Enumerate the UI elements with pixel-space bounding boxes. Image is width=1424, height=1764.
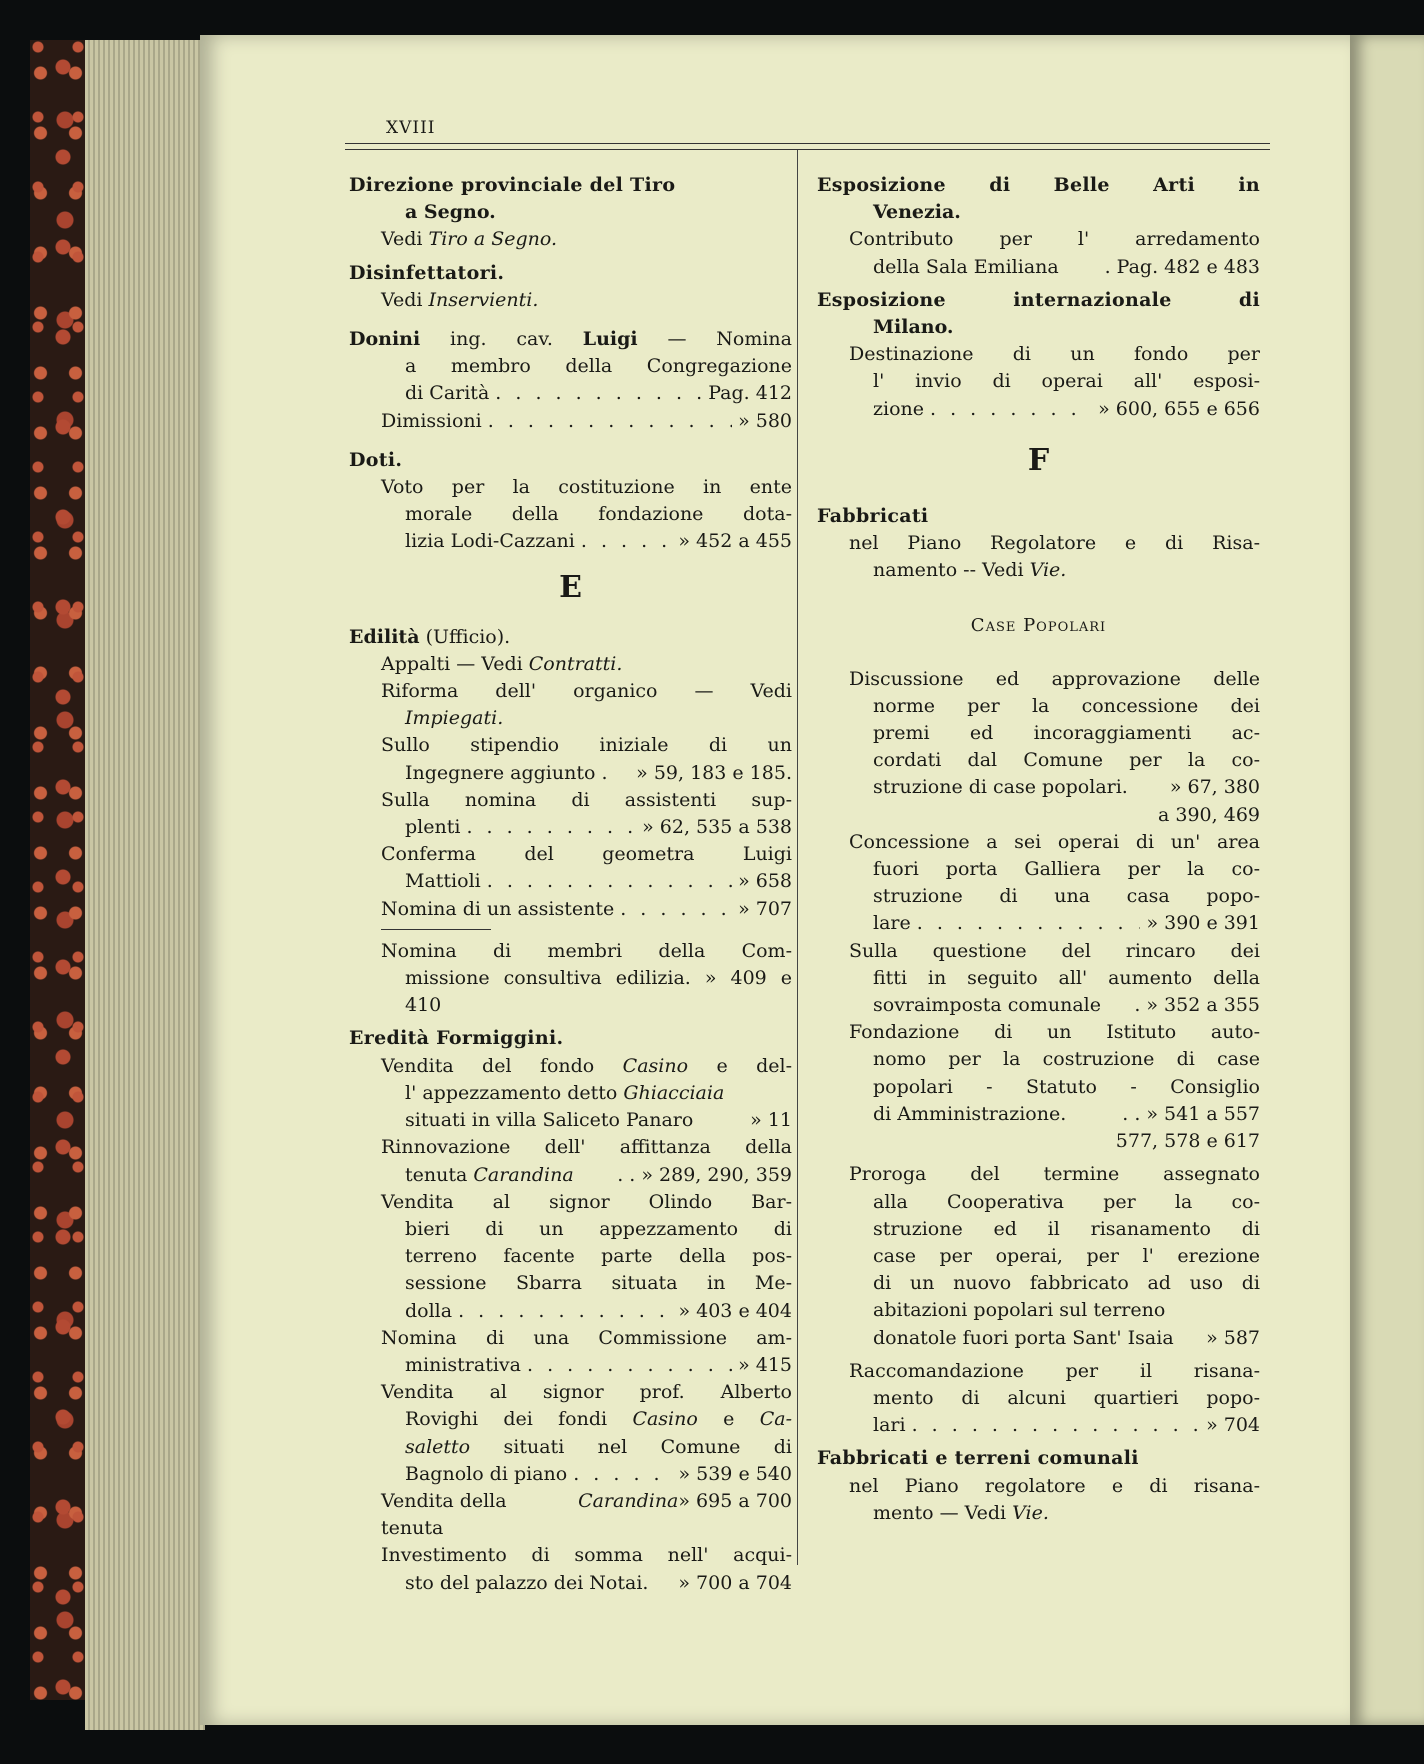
entry-line: di un nuovo fabbricato ad uso di xyxy=(873,1272,1260,1295)
entry-donini xyxy=(349,326,792,435)
entry-line: sovraimposta comunale . » 352 a 355 xyxy=(873,994,1260,1017)
entry-line: struzione di una casa popo- xyxy=(873,885,1260,908)
entry-edilita xyxy=(349,624,792,1020)
entry-line: di Carità . . . Pag. 412 xyxy=(349,380,792,407)
see-reference: Vedi Inservienti. xyxy=(381,288,539,311)
entry-disinfettatori xyxy=(349,260,792,314)
entry-line: Destinazione di un fondo per xyxy=(849,343,1260,366)
facing-page xyxy=(1350,35,1424,1725)
entry-eredita xyxy=(349,1025,792,1596)
column-divider xyxy=(797,150,798,1565)
entry-line: lizia Lodi-Cazzani . . . » 452 a 455 xyxy=(349,528,792,555)
page-number: XVIII xyxy=(386,118,436,138)
see-reference: Vedi Tiro a Segno. xyxy=(381,228,557,251)
entry-line: 577, 578 e 617 xyxy=(1115,1130,1260,1153)
entry-line: Proroga del termine assegnato xyxy=(849,1163,1260,1186)
entry-heading: Esposizione internazionale di xyxy=(817,288,1260,311)
entry-line: Sulla questione del rincaro dei xyxy=(849,939,1260,962)
entry-line: nomo per la costruzione di case xyxy=(873,1048,1260,1071)
entry-heading: Esposizione di Belle Arti in xyxy=(817,174,1260,196)
entry-line: sessione Sbarra situata in Me- xyxy=(405,1272,792,1295)
entry-line: Voto per la costituzione in ente xyxy=(381,476,792,499)
entry-line: lari . . . » 704 xyxy=(817,1412,1260,1439)
entry-line: premi ed incoraggiamenti ac- xyxy=(873,722,1260,745)
entry-heading: Doti. xyxy=(349,448,403,471)
entry-line: Rinnovazione dell' affittanza della xyxy=(381,1136,792,1159)
entry-line: terreno facente parte della pos- xyxy=(405,1245,792,1268)
entry-line: struzione ed il risanamento di xyxy=(873,1217,1260,1240)
entry-line: Investimento di somma nell' acqui- xyxy=(381,1544,792,1567)
entry-line: abitazioni popolari sul terreno xyxy=(873,1299,1166,1322)
entry-line: Discussione ed approvazione delle xyxy=(849,667,1260,690)
entry-direzione xyxy=(349,172,792,254)
entry-line: saletto situati nel Comune di xyxy=(405,1435,792,1458)
section-letter-e: E xyxy=(559,569,582,605)
entry-heading-cont: a Segno. xyxy=(405,201,496,224)
entry-line: mento di alcuni quartieri popo- xyxy=(873,1386,1260,1409)
entry-line: donatole fuori porta Sant' Isaia » 587 xyxy=(873,1326,1260,1349)
entry-doti xyxy=(349,447,792,556)
entry-esposizione-venezia xyxy=(817,172,1260,281)
entry-heading-cont: Venezia. xyxy=(873,201,961,224)
entry-heading-line: Donini ing. cav. Luigi — Nomina xyxy=(349,328,792,351)
entry-line: nel Piano Regolatore e di Risa- xyxy=(849,532,1260,555)
entry-line: l' appezzamento detto Ghiacciaia xyxy=(405,1081,725,1104)
entry-heading: Edilità (Ufficio). xyxy=(349,625,511,648)
entry-line: nel Piano regolatore e di risana- xyxy=(849,1474,1260,1497)
entry-line: l' invio di operai all' esposi- xyxy=(873,370,1260,393)
entry-esposizione-milano xyxy=(817,287,1260,423)
entry-line: plenti . . . » 62, 535 a 538 xyxy=(349,814,792,841)
entry-line: Rovighi dei fondi Casino e Ca- xyxy=(405,1408,793,1431)
entry-line: tenuta Carandina . . » 289, 290, 359 xyxy=(405,1163,792,1186)
entry-heading-cont: Milano. xyxy=(873,316,954,339)
book-spine xyxy=(30,40,90,1700)
entry-line: Ingegnere aggiunto . » 59, 183 e 185. xyxy=(405,761,792,784)
entry-line: bieri di un appezzamento di xyxy=(405,1217,792,1240)
entry-line: situati in villa Saliceto Panaro » 11 xyxy=(405,1109,792,1132)
left-column xyxy=(349,172,792,1597)
entry-line: sto del palazzo dei Notai. » 700 a 704 xyxy=(405,1571,792,1594)
entry-line: Nomina di un assistente . . . » 707 xyxy=(349,896,792,923)
entry-line: Vendita della tenuta Carandina » 695 a 700 xyxy=(381,1489,792,1540)
header-rule xyxy=(345,143,1270,150)
entry-line: dolla . . . » 403 e 404 xyxy=(349,1298,792,1325)
entry-heading: Eredità Formiggini. xyxy=(349,1027,564,1050)
entry-line: missione consultiva edilizia. » 409 e 410 xyxy=(405,967,792,1017)
page-edges xyxy=(85,40,205,1730)
entry-line: lare . . . » 390 e 391 xyxy=(817,910,1260,937)
right-column xyxy=(817,172,1260,1527)
section-letter-f: F xyxy=(1027,442,1050,478)
entry-line: Vendita del fondo Casino e del- xyxy=(381,1054,792,1077)
entry-line: di Amministrazione. . . » 541 a 557 xyxy=(873,1102,1260,1125)
entry-line: popolari - Statuto - Consiglio xyxy=(873,1075,1260,1098)
entry-line: Bagnolo di piano . . . » 539 e 540 xyxy=(349,1461,792,1488)
entry-fabbricati-comunali xyxy=(817,1445,1260,1527)
entry-line: a 390, 469 xyxy=(1158,803,1260,826)
entry-line: Impiegati. xyxy=(405,707,504,730)
entry-line: Conferma del geometra Luigi xyxy=(381,843,792,866)
entry-line: Sullo stipendio iniziale di un xyxy=(381,734,792,757)
entry-heading: Fabbricati xyxy=(817,504,929,527)
entry-fabbricati xyxy=(817,503,1260,585)
entry-line: Raccomandazione per il risana- xyxy=(849,1359,1260,1382)
entry-line: fitti in seguito all' aumento della xyxy=(873,966,1260,989)
short-rule xyxy=(381,929,491,930)
entry-line: zione . . . » 600, 655 e 656 xyxy=(817,396,1260,423)
entry-line: Contributo per l' arredamento xyxy=(849,228,1260,251)
entry-line: Dimissioni . . . » 580 xyxy=(349,408,792,435)
entry-line: Riforma dell' organico — Vedi xyxy=(381,680,792,703)
entry-case-popolari xyxy=(817,666,1260,1440)
entry-line: Fondazione di un Istituto auto- xyxy=(849,1021,1260,1044)
entry-line: fuori porta Galliera per la co- xyxy=(873,858,1260,881)
entry-heading: Fabbricati e terreni comunali xyxy=(817,1447,1139,1470)
entry-line: Vendita al signor prof. Alberto xyxy=(381,1381,792,1404)
entry-line: namento -- Vedi Vie. xyxy=(873,559,1067,582)
entry-line: Concessione a sei operai di un' area xyxy=(849,830,1260,853)
entry-line: cordati dal Comune per la co- xyxy=(873,749,1260,772)
entry-line: Mattioli . . . » 658 xyxy=(349,868,792,895)
entry-line: case per operai, per l' erezione xyxy=(873,1244,1260,1267)
entry-line: morale della fondazione dota- xyxy=(405,503,792,526)
entry-line: della Sala Emiliana . Pag. 482 e 483 xyxy=(873,255,1260,278)
entry-line: Vendita al signor Olindo Bar- xyxy=(381,1190,792,1213)
entry-line: mento — Vedi Vie. xyxy=(873,1501,1049,1524)
entry-line: Sulla nomina di assistenti sup- xyxy=(381,788,792,811)
entry-heading: Disinfettatori. xyxy=(349,261,505,284)
entry-line: Appalti — Vedi Contratti. xyxy=(381,652,623,675)
entry-line: a membro della Congregazione xyxy=(405,355,792,378)
entry-heading: Direzione provinciale del Tiro xyxy=(349,174,676,196)
entry-line: ministrativa . . . » 415 xyxy=(349,1352,792,1379)
subsection-title: Case Popolari xyxy=(970,615,1107,637)
entry-line: Nomina di membri della Com- xyxy=(381,939,792,962)
entry-line: struzione di case popolari. » 67, 380 xyxy=(873,776,1260,799)
entry-line: norme per la concessione dei xyxy=(873,694,1260,717)
entry-line: Nomina di una Commissione am- xyxy=(381,1326,792,1349)
entry-line: alla Cooperativa per la co- xyxy=(873,1190,1260,1213)
